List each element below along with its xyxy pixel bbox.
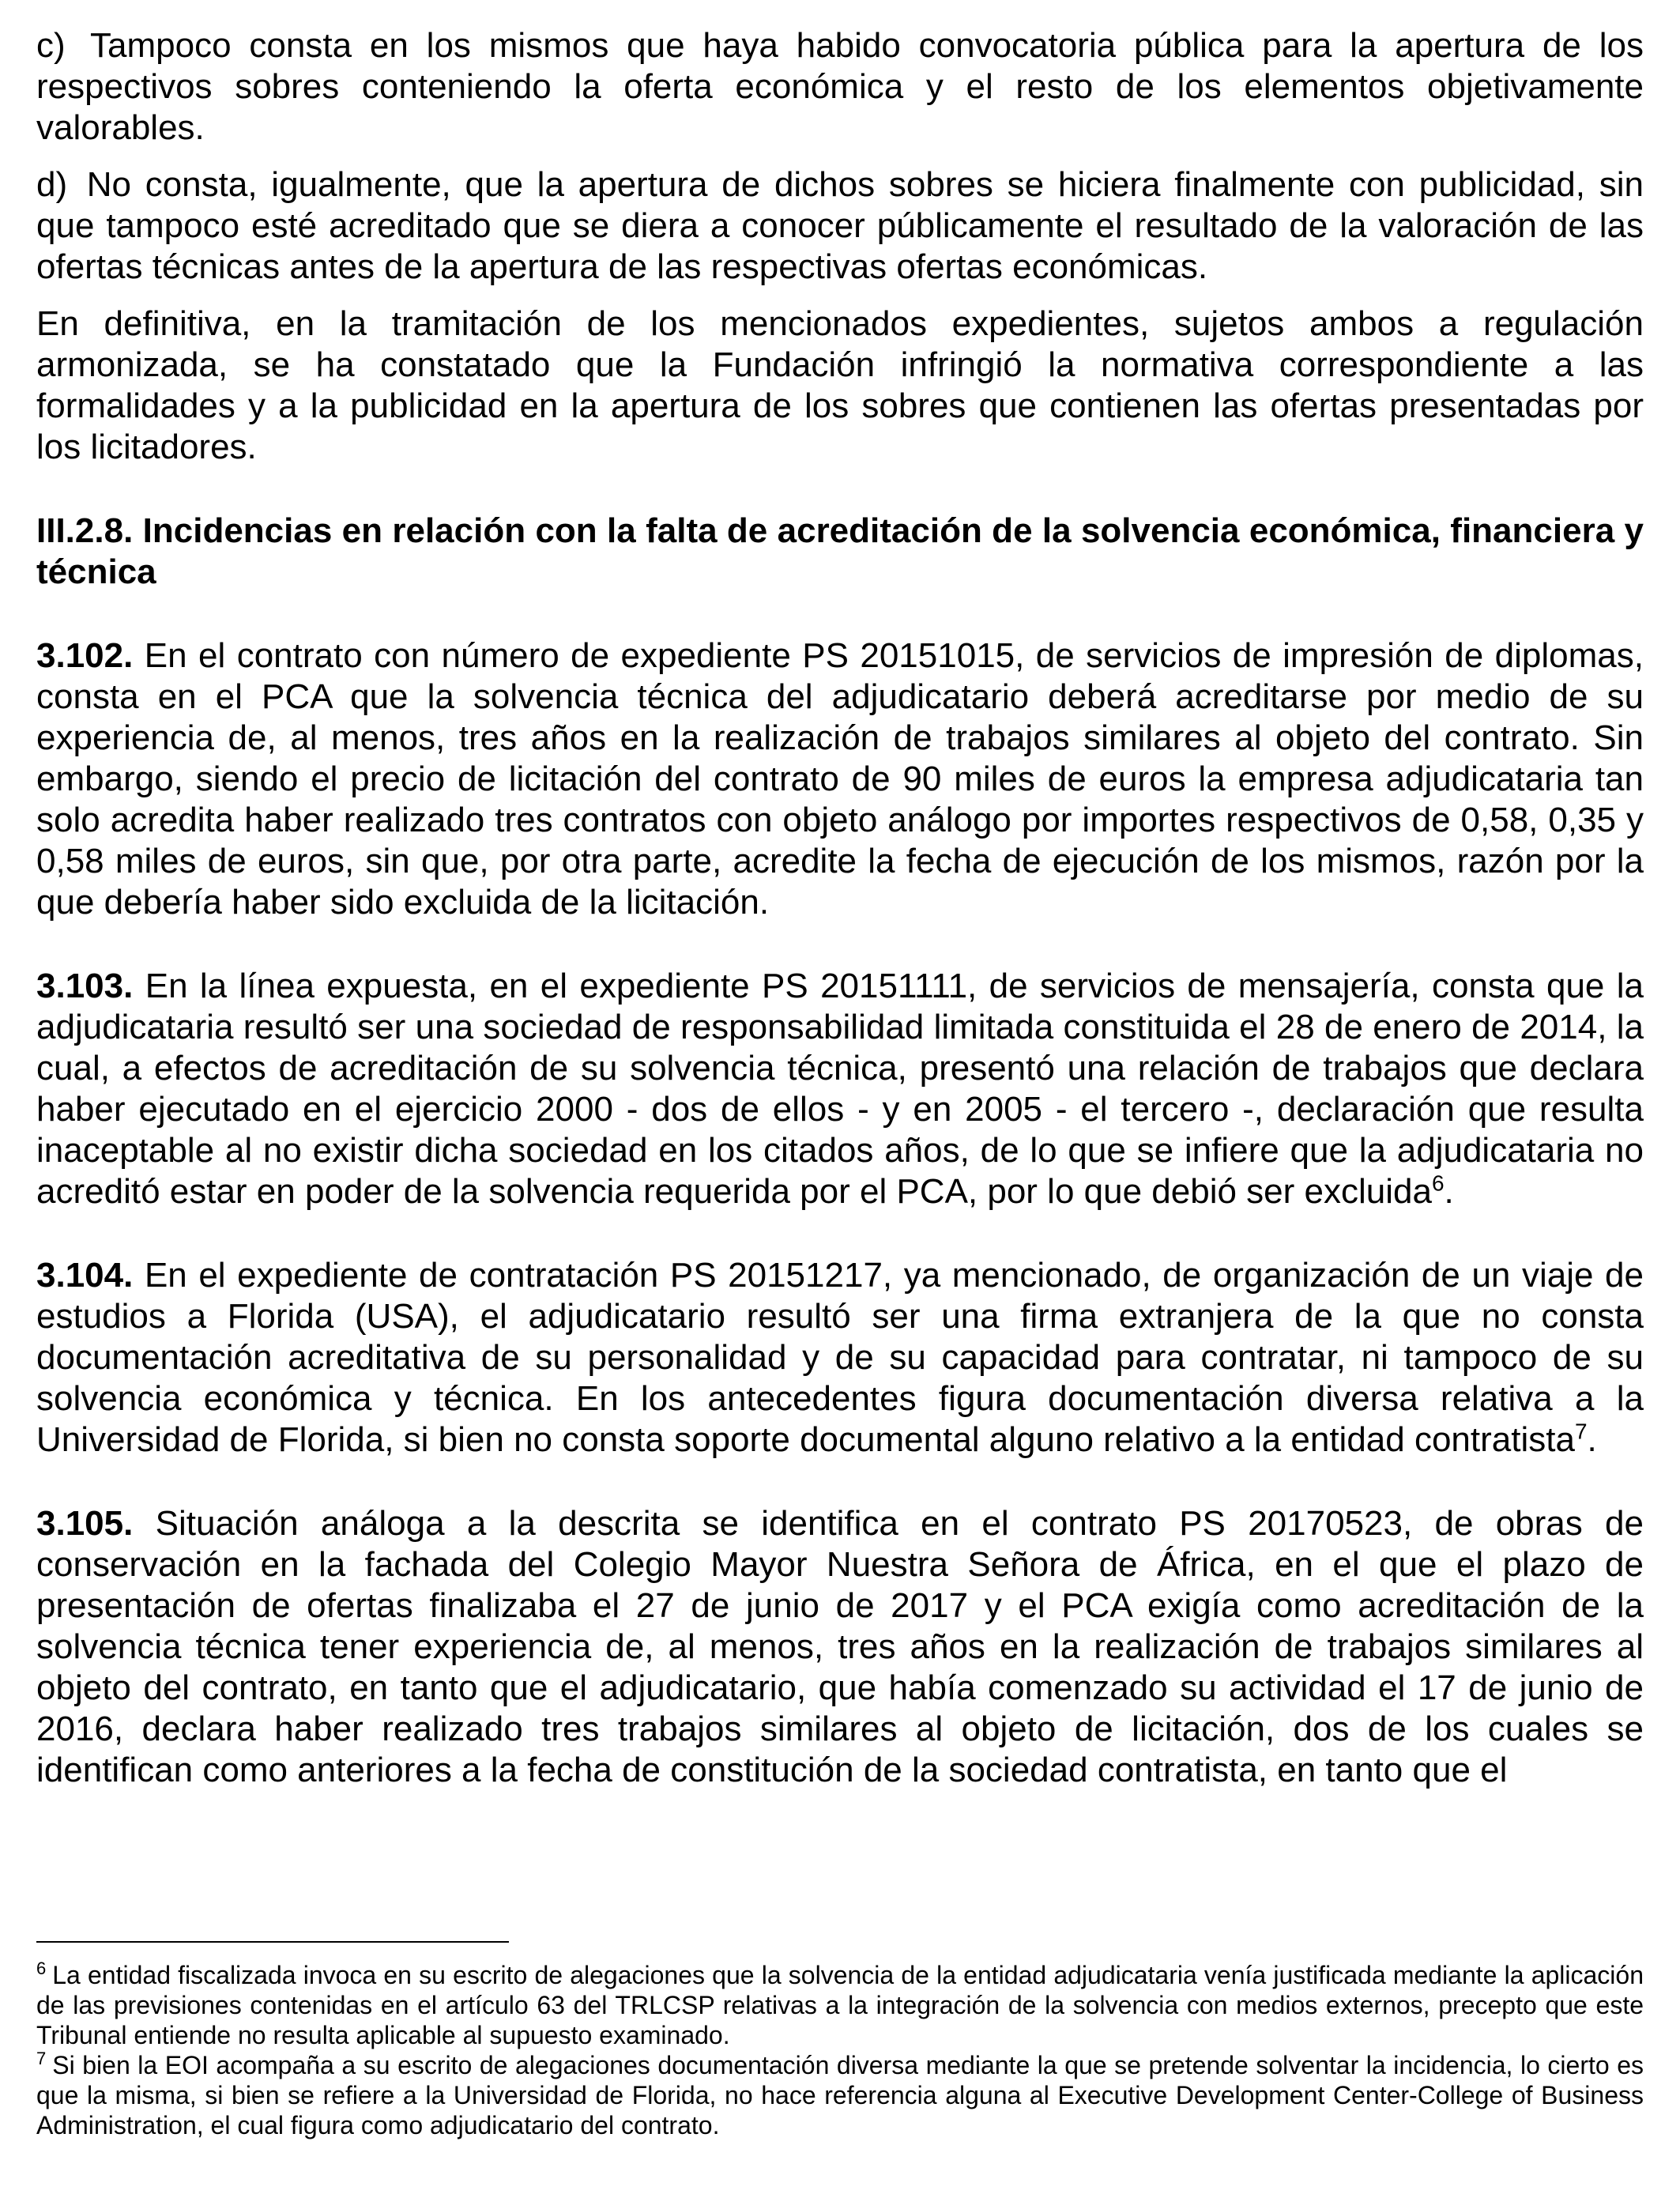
paragraph-3-104	[36, 1255, 1644, 1461]
conclusion-paragraph: En definitiva, en la tramitación de los mencionados expedientes, sujetos ambos a regulación armonizada, se ha constatado que la Fundación infringió la normativa correspondiente a las formalidades y a la publicidad en la apertura de los sobres que contienen las ofertas presentadas por los licitadores.	[36, 304, 1644, 466]
paragraph-end: .	[1587, 1420, 1597, 1459]
paragraph-text: En el expediente de contratación PS 20151217, ya mencionado, de organización de un viaje de estudios a Florida (USA), el adjudicatario resultó ser una firma extranjera de la que no consta documentación acreditativa de su personalidad y de su capacidad para contratar, ni tampoco de su solvencia económica y técnica. En los antecedentes figura documentación diversa relativa a la Universidad de Florida, si bien no consta soporte documental alguno relativo a la entidad contratista	[36, 1256, 1644, 1459]
list-item-c	[36, 25, 1644, 149]
paragraph-text: En la línea expuesta, en el expediente PS 20151111, de servicios de mensajería, consta que la adjudicataria resultó ser una sociedad de responsabilidad limitada constituida el 28 de enero de 2014, la cual, a efectos de acreditación de su solvencia técnica, presentó una relación de trabajos que declara haber ejecutado en el ejercicio 2000 - dos de ellos - y en 2005 - el tercero -, declaración que resulta inaceptable al no existir dicha sociedad en los citados años, de lo que se infiere que la adjudicataria no acreditó estar en poder de la solvencia requerida por el PCA, por lo que debió ser excluida	[36, 967, 1644, 1211]
paragraph-3-105	[36, 1503, 1644, 1791]
footnote-7	[36, 2050, 1644, 2140]
footnotes	[36, 1941, 1644, 2140]
list-item-label: d)	[36, 165, 68, 204]
footnote-ref-7[interactable]: 7	[1574, 1419, 1588, 1444]
paragraph-number: 3.104.	[36, 1256, 134, 1295]
list-item-label: c)	[36, 26, 66, 65]
paragraph-3-103	[36, 966, 1644, 1212]
footnote-text: La entidad fiscalizada invoca en su escrito de alegaciones que la solvencia de la entidad adjudicataria venía justificada mediante la aplicación de las previsiones contenidas en el artículo 63 del TRLCSP relativas a la integración de la solvencia con medios externos, precepto que este Tribunal entiende no resulta aplicable al supuesto examinado.	[36, 1961, 1644, 2049]
list-item-d	[36, 164, 1644, 288]
section-heading: III.2.8. Incidencias en relación con la falta de acreditación de la solvencia económica, financiera y técnica	[36, 511, 1644, 591]
document-body	[36, 25, 1644, 1791]
list-item-text: No consta, igualmente, que la apertura de dichos sobres se hiciera finalmente con publicidad, sin que tampoco esté acreditado que se diera a conocer públicamente el resultado de la valoración de las ofertas técnicas antes de la apertura de las respectivas ofertas económicas.	[36, 165, 1644, 286]
footnote-ref-6[interactable]: 6	[1431, 1171, 1445, 1196]
list-item-text: Tampoco consta en los mismos que haya habido convocatoria pública para la apertura de los respectivos sobres conteniendo la oferta económica y el resto de los elementos objetivamente valorables.	[36, 26, 1644, 147]
paragraph-number: 3.105.	[36, 1504, 134, 1543]
footnote-6	[36, 1960, 1644, 2050]
paragraph-number: 3.103.	[36, 967, 134, 1005]
paragraph-text: Situación análoga a la descrita se identifica en el contrato PS 20170523, de obras de conservación en la fachada del Colegio Mayor Nuestra Señora de África, en el que el plazo de presentación de ofertas finalizaba el 27 de junio de 2017 y el PCA exigía como acreditación de la solvencia técnica tener experiencia de, al menos, tres años en la realización de trabajos similares al objeto del contrato, en tanto que el adjudicatario, que había comenzado su actividad el 17 de junio de 2016, declara haber realizado tres trabajos similares al objeto de licitación, dos de los cuales se identifican como anteriores a la fecha de constitución de la sociedad contratista, en tanto que el	[36, 1504, 1644, 1789]
paragraph-text: En el contrato con número de expediente PS 20151015, de servicios de impresión de diplomas, consta en el PCA que la solvencia técnica del adjudicatario deberá acreditarse por medio de su experiencia de, al menos, tres años en la realización de trabajos similares al objeto del contrato. Sin embargo, siendo el precio de licitación del contrato de 90 miles de euros la empresa adjudicataria tan solo acredita haber realizado tres contratos con objeto análogo por importes respectivos de 0,58, 0,35 y 0,58 miles de euros, sin que, por otra parte, acredite la fecha de ejecución de los mismos, razón por la que debería haber sido excluida de la licitación.	[36, 636, 1644, 922]
paragraph-3-102	[36, 635, 1644, 923]
footnote-number: 7	[36, 2049, 47, 2069]
footnote-text: Si bien la EOI acompaña a su escrito de alegaciones documentación diversa mediante la que se pretende solventar la incidencia, lo cierto es que la misma, si bien se refiere a la Universidad de Florida, no hace referencia alguna al Executive Development Center-College of Business Administration, el cual figura como adjudicatario del contrato.	[36, 2051, 1644, 2139]
paragraph-end: .	[1444, 1172, 1454, 1211]
paragraph-number: 3.102.	[36, 636, 134, 675]
footnote-number: 6	[36, 1958, 47, 1979]
footnote-divider	[36, 1941, 509, 1943]
